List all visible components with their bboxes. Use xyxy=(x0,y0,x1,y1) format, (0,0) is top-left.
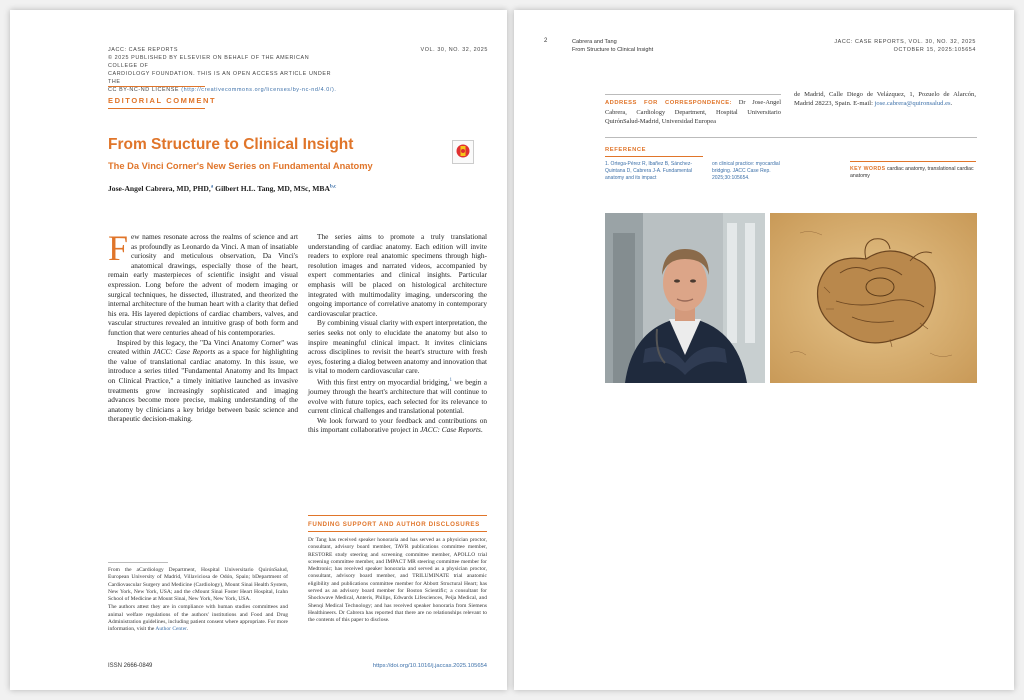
doi-link[interactable]: https://doi.org/10.1016/j.jaccas.2025.105654 xyxy=(372,663,487,669)
paragraph-text: ew names resonate across the realms of science and art as profoundly as Leonardo da Vinci. A man of insatiable curiosity and meticulous observation, Da Vinci's anatomical drawings, especially those of the heart, remain early masterpieces of scientific insight and visual expression. Long before the advent of modern imaging or surgical techniques, he dissected, illustrated, and theorized the internal architecture of the human heart with a clarity that defied his era. His layered depictions of cardiac chambers, valves, and vascular structures revealed an intuitive grasp of both form and function that were centuries ahead of his contemporaries. xyxy=(108,232,298,337)
paragraph-text: . xyxy=(480,425,483,435)
affiliation-sup[interactable]: a xyxy=(210,184,214,190)
article-subtitle: The Da Vinci Corner's New Series on Fundamental Anatomy xyxy=(108,161,373,171)
funding-rule xyxy=(308,531,487,532)
reference-1-cont[interactable]: on clinical practice: myocardial bridging. JACC Case Rep. 2025;30:105654. xyxy=(712,161,780,181)
issn: ISSN 2666-0849 xyxy=(108,663,153,669)
paragraph-text: as a space for highlighting the value of translational cardiac anatomy. In this issue, we introduce a series titled "Fundamental Anatomy and Its Impact on Clinical Practice," a timely initiative launched as invasive treatments grow increasingly sophisticated and imaging advances become more precise, making understanding of the anatomy by clinicians a key bridge between basic science and therapeutic decision-making. xyxy=(108,347,298,424)
reference-rule xyxy=(605,137,977,138)
issue-date: OCTOBER 15, 2025:105654 xyxy=(893,47,976,53)
affiliation-sup[interactable]: b,c xyxy=(329,184,337,190)
funding-rule xyxy=(308,515,487,516)
volume-info: VOL. 30, NO. 32, 2025 xyxy=(420,47,488,53)
running-head xyxy=(572,38,653,54)
footnotes xyxy=(108,567,288,635)
affiliations: From the aCardiology Department, Hospital Universitario QuirónSalud, European University of Madrid, Villaviciosa de Odón, Spain; bDepartment of Cardiovascular Surgery and Medicine (Cardiology), Mount Sinai Health System, New York, New York, USA; and the cMount Sinai Foster Heart Hospital, Icahn School of Medicine at Mount Sinai, New York, New York, USA. xyxy=(108,567,288,603)
paragraph-text: Inspired by this legacy, the "Da Vinci Anatomy Corner" was created within xyxy=(108,337,298,357)
author-portrait-photo xyxy=(605,213,765,383)
address-text: Dr Jose-Angel Cabrera, Cardiology Department, Hospital Universitario QuirónSalud-Madrid, Universidad Europea xyxy=(605,99,781,125)
author-center-link[interactable]: Author Center xyxy=(155,626,187,633)
crossmark-icon[interactable] xyxy=(452,140,474,164)
top-rule xyxy=(108,86,205,87)
heart-sketch-graphic xyxy=(770,213,977,383)
page-1 xyxy=(10,10,507,690)
drop-cap: F xyxy=(108,228,129,268)
paragraph-text: we begin a journey through the heart's architecture that will continue to evolve with future topics, each selected for its relevance to current clinical challenges and translational potential. xyxy=(308,377,488,416)
address-text: . xyxy=(950,100,953,108)
reference-heading: REFERENCE xyxy=(605,147,647,153)
keywords-label: KEY WORDS xyxy=(850,166,886,172)
keywords-rule xyxy=(850,161,976,162)
reference-sup[interactable]: 1 xyxy=(449,377,452,383)
paragraph xyxy=(108,338,298,424)
address-text: de Madrid, Calle Diego de Velázquez, 1, Pozuelo de Alarcón, Madrid 28223, Spain. E-mail: xyxy=(794,91,976,108)
reference-heading-rule xyxy=(605,156,703,157)
correspondence-address xyxy=(605,98,781,126)
author-names: Jose-Angel Cabrera, MD, PHD, xyxy=(108,184,211,193)
paragraph xyxy=(308,376,487,416)
license-link[interactable]: (http://creativecommons.org/licenses/by-nc-nd/4.0/). xyxy=(181,87,337,93)
running-authors: Cabrera and Tang xyxy=(572,39,617,45)
reference-1[interactable]: 1. Ortega-Pérez R, Ibañez B, Sánchez-Quintana D, Cabrera J-A. Fundamental anatomy and its impact xyxy=(605,161,692,181)
paragraph-text: We look forward to your feedback and contributions on this important collaborative project in xyxy=(308,415,487,435)
compliance-text: The authors attest they are in compliance with human studies committees and animal welfare regulations of the authors' institutions and Food and Drug Administration guidelines, including patient consent where appropriate. For more information, visit the xyxy=(108,604,288,633)
portrait-graphic xyxy=(605,213,765,383)
body-column-right xyxy=(308,232,487,435)
page-2 xyxy=(514,10,1014,690)
section-label: EDITORIAL COMMENT xyxy=(108,96,217,105)
compliance-note xyxy=(108,604,288,633)
author-line xyxy=(108,184,336,193)
section-rule xyxy=(108,108,205,109)
footnote-rule xyxy=(108,562,168,563)
paragraph: The series aims to promote a truly translational understanding of cardiac anatomy. Each edition will invite readers to explore real anatomic specimens through high-resolution images and narrated videos, accompanied by expert commentaries and clinical insights. Particular emphasis will be placed on histological architecture integrated with multimodality imaging, underscoring the ongoing importance of correlative anatomy in contemporary cardiovascular practice. xyxy=(308,232,487,318)
journal-name: JACC: Case Reports xyxy=(420,425,481,435)
journal-line: © 2025 PUBLISHED BY ELSEVIER ON BEHALF OF THE AMERICAN COLLEGE OF xyxy=(108,55,310,69)
article-title: From Structure to Clinical Insight xyxy=(108,136,354,153)
email-link[interactable]: jose.cabrera@quironsalud.es xyxy=(874,100,951,108)
running-volume xyxy=(814,38,976,54)
author-names: Gilbert H.L. Tang, MD, MSc, MBA xyxy=(213,184,330,193)
volume-text: JACC: CASE REPORTS, VOL. 30, NO. 32, 2025 xyxy=(834,39,976,45)
correspondence-address-cont xyxy=(794,90,976,108)
paragraph xyxy=(308,416,487,435)
paragraph-text: With this first entry on myocardial bridging, xyxy=(317,377,450,387)
davinci-heart-drawing xyxy=(770,213,977,383)
crossmark-icon-graphic xyxy=(453,141,473,163)
body-column-left xyxy=(108,228,298,424)
address-label: ADDRESS FOR CORRESPONDENCE: xyxy=(605,100,733,106)
address-rule xyxy=(605,94,781,95)
compliance-text: . xyxy=(186,626,189,633)
journal-line: JACC: CASE REPORTS xyxy=(108,47,179,53)
funding-heading: FUNDING SUPPORT AND AUTHOR DISCLOSURES xyxy=(308,521,480,528)
keywords-text: cardiac anatomy, translational cardiac anatomy xyxy=(850,166,974,179)
journal-line: CC BY-NC-ND LICENSE xyxy=(108,87,180,93)
journal-name: JACC: Case Reports xyxy=(152,347,216,357)
keywords xyxy=(850,166,976,180)
paragraph: By combining visual clarity with expert interpretation, the series seeks not only to elucidate the anatomy but also to inspire meaningful clinical impact. It invites clinicians across disciplines to revisit the heart's structure with fresh eyes, fostering a dialog between anatomy and innovation that is vital to modern cardiovascular care. xyxy=(308,318,487,376)
funding-text: Dr Tang has received speaker honoraria and has served as a physician proctor, consultant, advisory board member, TAVR publications committee member, RESTORE study steering and screening committee member, APOLLO trial screening committee member, and IMPACT MR steering committee member for Medtronic; has received speaker honoraria and served as a physician proctor, consultant, advisory board member, and TRILUMINATE trial anatomic eligibility and publications committee member for Abbott Structural Heart; has served as an advisory board member for Boston Scientific; a consultant for Shockwave Medical, Anteris, Philips, Edwards Lifesciences, Peija Medical, and Shenqi Medical Technology; and has received speaker honoraria from Siemens Healthineers. Dr Cabrera has reported that there are no relationships relevant to the contents of this paper to disclose. xyxy=(308,537,487,624)
page-number: 2 xyxy=(544,38,548,44)
journal-line: CARDIOLOGY FOUNDATION. THIS IS AN OPEN ACCESS ARTICLE UNDER THE xyxy=(108,71,332,85)
running-title: From Structure to Clinical Insight xyxy=(572,47,654,53)
paragraph xyxy=(108,228,298,338)
